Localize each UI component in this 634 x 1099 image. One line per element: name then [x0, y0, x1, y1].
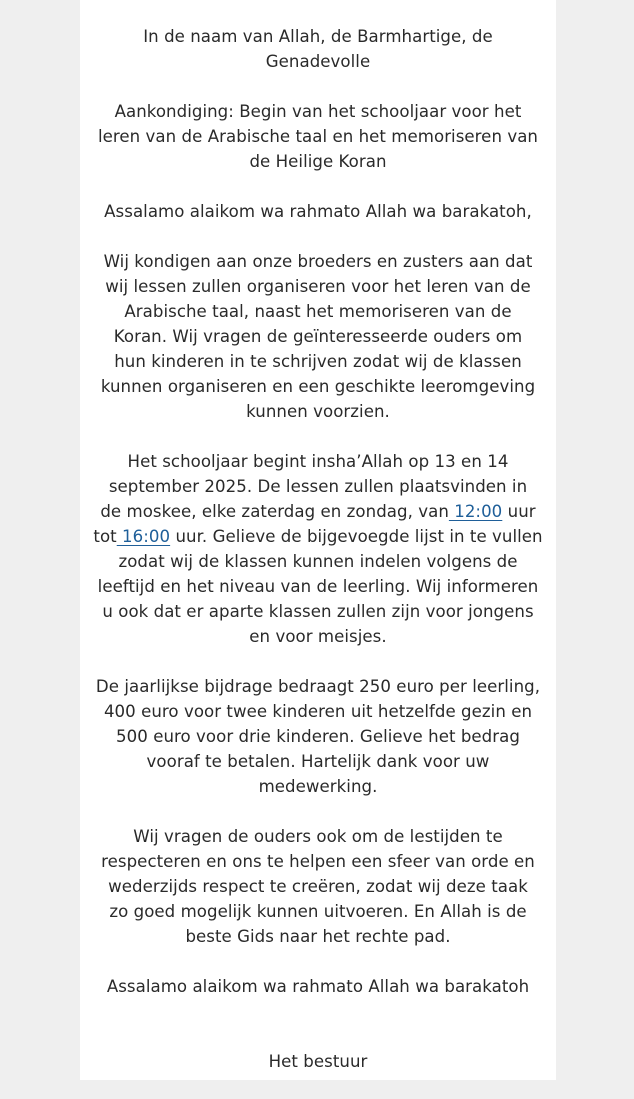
text-fragment: de moskee, elke zaterdag en zondag, van — [100, 502, 449, 521]
text-line: wij lessen zullen organiseren voor het leren van de — [105, 277, 531, 296]
text-line: kunnen voorzien. — [246, 402, 390, 421]
text-line: wederzijds respect te creëren, zodat wij deze taak — [108, 877, 528, 896]
text-line: Assalamo alaikom wa rahmato Allah wa barakatoh, — [104, 202, 532, 221]
text-line: beste Gids naar het rechte pad. — [185, 927, 451, 946]
text-line: en voor meisjes. — [249, 627, 387, 646]
text-line — [80, 524, 556, 549]
message-sheet — [80, 0, 556, 1080]
text-line: september 2025. De lessen zullen plaatsvinden in — [108, 477, 528, 496]
text-line: leeftijd en het niveau van de leerling. Wij informeren — [97, 577, 539, 596]
text-line: de Heilige Koran — [249, 152, 387, 171]
text-line: In de naam van Allah, de Barmhartige, de — [143, 27, 493, 46]
opening-invocation — [80, 24, 556, 74]
text-line — [80, 499, 556, 524]
text-line: medewerking. — [258, 777, 378, 796]
time-start-link[interactable]: 12:00 — [448, 502, 503, 521]
text-line: zodat wij de klassen kunnen indelen volgens de — [118, 552, 518, 571]
text-line: Koran. Wij vragen de geïnteresseerde ouders om — [113, 327, 523, 346]
text-line: Assalamo alaikom wa rahmato Allah wa barakatoh — [106, 977, 530, 996]
signature — [80, 1049, 556, 1074]
time-end-link[interactable]: 16:00 — [116, 527, 171, 546]
text-line: De jaarlijkse bijdrage bedraagt 250 euro per leerling, — [95, 677, 541, 696]
text-line: respecteren en ons te helpen een sfeer van orde en — [101, 852, 535, 871]
intro-paragraph — [80, 249, 556, 424]
text-line: 500 euro voor drie kinderen. Gelieve het bedrag — [116, 727, 520, 746]
text-line: Genadevolle — [265, 52, 371, 71]
text-line: Wij kondigen aan onze broeders en zusters aan dat — [103, 252, 533, 271]
schedule-paragraph — [80, 449, 556, 649]
text-line: zo goed mogelijk kunnen uitvoeren. En Allah is de — [109, 902, 527, 921]
text-line: kunnen organiseren en een geschikte leeromgeving — [100, 377, 536, 396]
text-fragment: tot — [93, 527, 117, 546]
announcement-title — [80, 99, 556, 174]
text-line: Het bestuur — [268, 1052, 368, 1071]
text-line: u ook dat er aparte klassen zullen zijn voor jongens — [102, 602, 534, 621]
salutation — [80, 199, 556, 224]
spacer — [80, 1024, 556, 1049]
closing-greeting — [80, 974, 556, 999]
text-line: Arabische taal, naast het memoriseren van de — [124, 302, 512, 321]
text-fragment: uur — [502, 502, 536, 521]
letter-content — [80, 24, 556, 1099]
request-paragraph — [80, 824, 556, 949]
text-line: vooraf te betalen. Hartelijk dank voor uw — [146, 752, 490, 771]
text-line: Aankondiging: Begin van het schooljaar voor het — [114, 102, 522, 121]
text-line: hun kinderen in te schrijven zodat wij de klassen — [114, 352, 522, 371]
text-line: leren van de Arabische taal en het memoriseren van — [97, 127, 538, 146]
fee-paragraph — [80, 674, 556, 799]
text-line: Het schooljaar begint insha’Allah op 13 en 14 — [127, 452, 509, 471]
text-line: Wij vragen de ouders ook om de lestijden te — [133, 827, 503, 846]
text-fragment: uur. Gelieve de bijgevoegde lijst in te vullen — [170, 527, 543, 546]
text-line: 400 euro voor twee kinderen uit hetzelfde gezin en — [103, 702, 533, 721]
